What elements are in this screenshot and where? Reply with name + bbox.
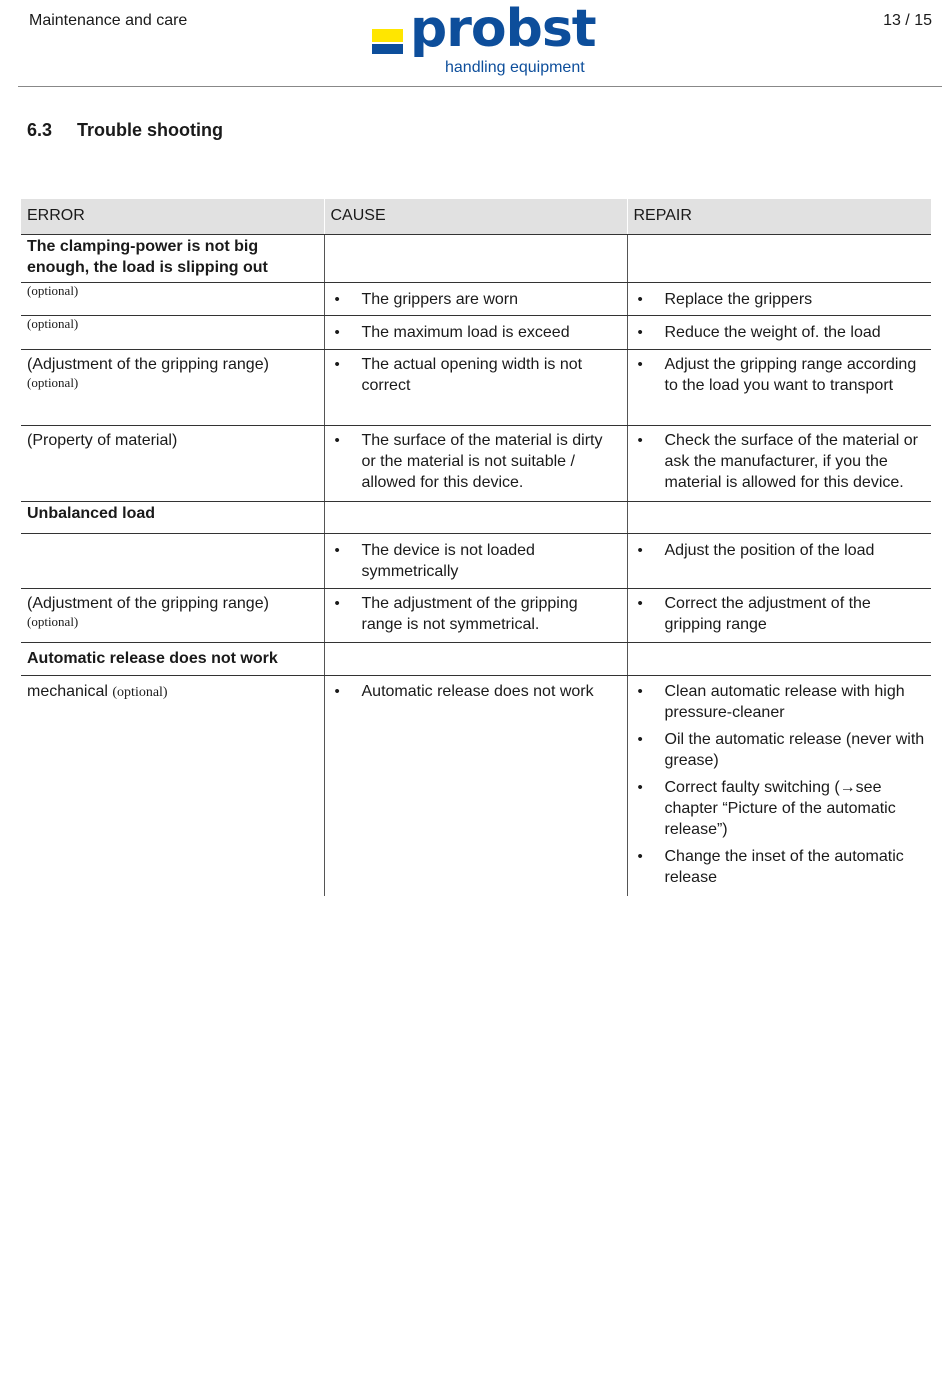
- error-cell: [21, 588, 324, 642]
- page-number: 13 / 15: [883, 12, 932, 29]
- section-heading: [27, 120, 223, 141]
- repair-cell: [627, 675, 931, 896]
- list-item: • The actual opening width is not correct: [331, 354, 621, 396]
- list-item: • Check the surface of the material or ask the manufacturer, if you the material is allowed for this device.: [634, 430, 926, 493]
- column-header-error: ERROR: [21, 199, 324, 234]
- list-item: • The maximum load is exceed: [331, 322, 621, 343]
- list-item: • The device is not loaded symmetrically: [331, 540, 621, 582]
- list-item: • Change the inset of the automatic release: [634, 846, 926, 888]
- logo-mark-icon: [372, 18, 404, 54]
- repair-cell: [627, 282, 931, 315]
- table-row: [21, 533, 931, 588]
- header-divider: [18, 86, 942, 87]
- column-header-cause: CAUSE: [324, 199, 627, 234]
- table-row: [21, 349, 931, 425]
- error-cell: [21, 315, 324, 349]
- cause-cell: [324, 349, 627, 425]
- list-item: • Automatic release does not work: [331, 681, 621, 702]
- error-text: mechanical: [27, 682, 108, 700]
- optional-label: (optional): [27, 613, 79, 629]
- probst-logo: [372, 0, 602, 80]
- section-title: Trouble shooting: [77, 120, 223, 140]
- error-cell: [21, 282, 324, 315]
- repair-cell: [627, 349, 931, 425]
- optional-label: (optional): [27, 374, 79, 390]
- error-text: (Property of material): [27, 431, 178, 449]
- cause-cell: [324, 675, 627, 896]
- cause-cell: [324, 588, 627, 642]
- repair-cell: [627, 533, 931, 588]
- repair-cell: [627, 588, 931, 642]
- optional-label: (optional): [112, 684, 168, 700]
- group-title-row: [21, 642, 931, 675]
- list-item: • The adjustment of the gripping range is not symmetrical.: [331, 593, 621, 635]
- repair-cell: [627, 425, 931, 501]
- repair-cell: [627, 315, 931, 349]
- error-cell: [21, 533, 324, 588]
- group-title-row: [21, 234, 931, 282]
- list-item: • The grippers are worn: [331, 289, 621, 310]
- cause-cell: [324, 425, 627, 501]
- error-cell: [21, 349, 324, 425]
- table-row: [21, 282, 931, 315]
- list-item: • Replace the grippers: [634, 289, 926, 310]
- section-number: 6.3: [27, 120, 53, 140]
- cause-cell: [324, 315, 627, 349]
- column-header-repair: REPAIR: [627, 199, 931, 234]
- error-cell: [21, 675, 324, 896]
- list-item: • Oil the automatic release (never with grease): [634, 729, 926, 771]
- cause-cell: [324, 533, 627, 588]
- list-item: • Adjust the position of the load: [634, 540, 926, 561]
- trouble-shooting-table: [21, 199, 931, 896]
- list-item: • Correct faulty switching (→see chapter “Picture of the automatic release”): [634, 777, 926, 840]
- group-title: The clamping-power is not big enough, the load is slipping out: [21, 234, 324, 282]
- optional-label: (optional): [27, 282, 79, 298]
- optional-label: (optional): [27, 315, 79, 331]
- table-row: [21, 425, 931, 501]
- list-item: • The surface of the material is dirty or the material is not suitable / allowed for this device.: [331, 430, 621, 493]
- error-text: (Adjustment of the gripping range): [27, 355, 269, 373]
- logo-tagline: handling equipment: [445, 59, 585, 76]
- error-text: (Adjustment of the gripping range): [27, 594, 269, 612]
- list-item: • Correct the adjustment of the gripping range: [634, 593, 926, 635]
- cause-cell: [324, 282, 627, 315]
- list-item: • Clean automatic release with high pressure-cleaner: [634, 681, 926, 723]
- table-row: [21, 315, 931, 349]
- error-cell: [21, 425, 324, 501]
- table-row: [21, 588, 931, 642]
- logo-wordmark: probst: [410, 0, 596, 59]
- header-section-name: Maintenance and care: [29, 12, 188, 29]
- group-title-row: [21, 501, 931, 533]
- table-row: [21, 675, 931, 896]
- list-item: • Adjust the gripping range according to the load you want to transport: [634, 354, 926, 396]
- group-title: Unbalanced load: [21, 501, 324, 533]
- table-header-row: [21, 199, 931, 234]
- group-title: Automatic release does not work: [21, 642, 324, 675]
- list-item: • Reduce the weight of. the load: [634, 322, 926, 343]
